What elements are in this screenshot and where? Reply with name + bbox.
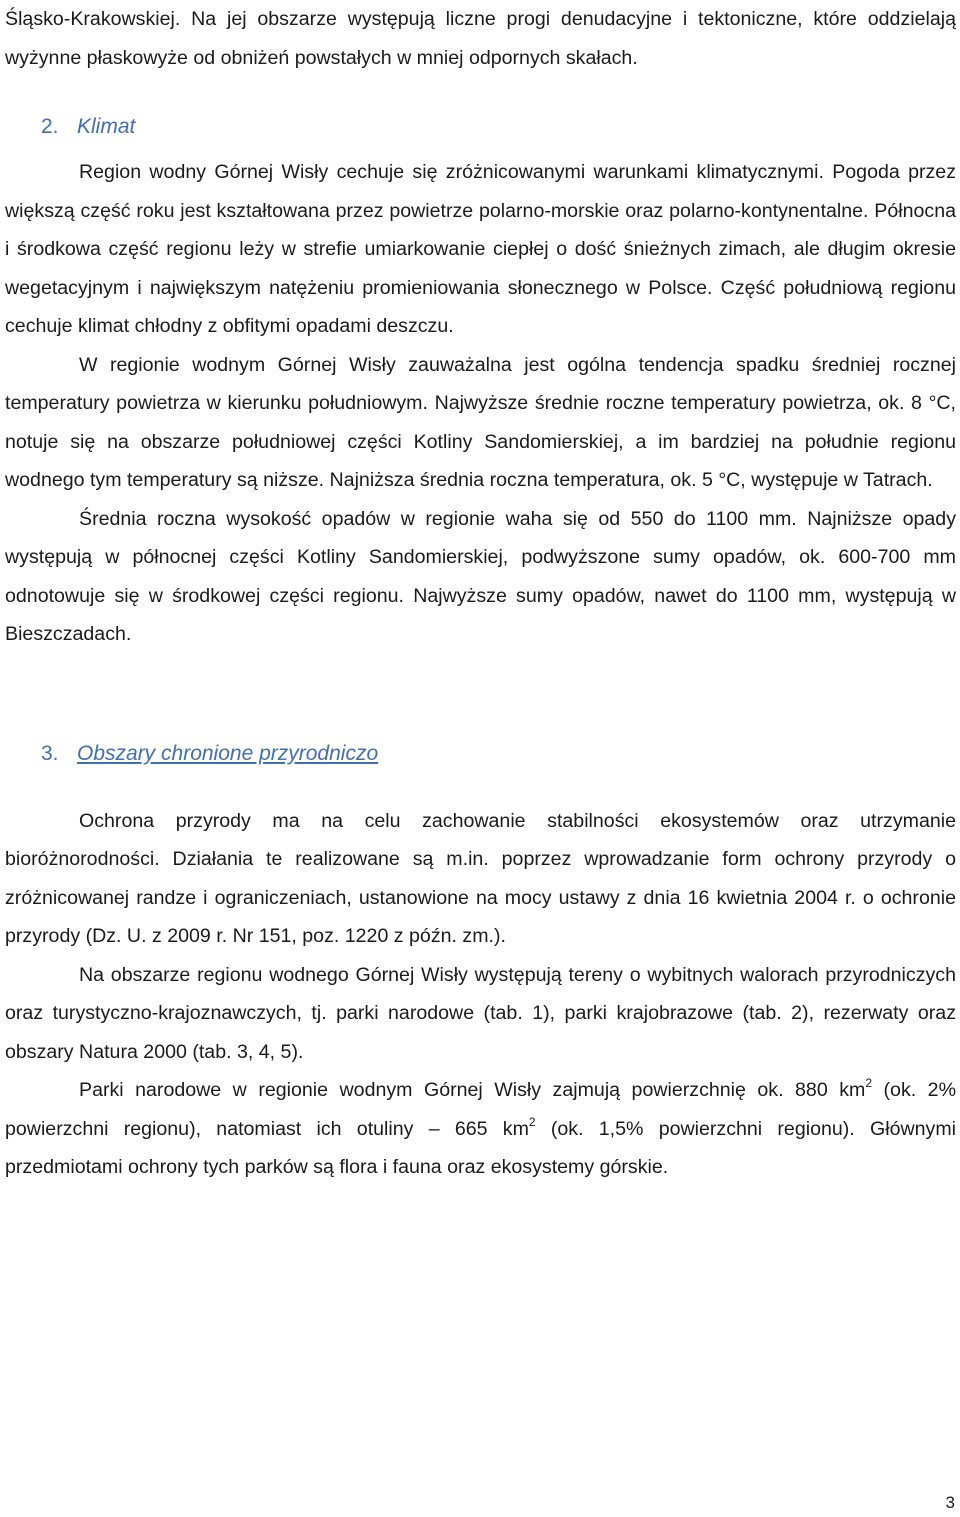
- intro-paragraph: Śląsko-Krakowskiej. Na jej obszarze występują liczne progi denudacyjne i tektoniczne, które oddzielają wyżynne płaskowyże od obniżeń powstałych w mniej odpornych skałach.: [5, 8, 956, 69]
- section-title: Klimat: [77, 115, 136, 138]
- parks-text-part-1: Parki narodowe w regionie wodnym Górnej Wisły zajmują powierzchnię ok. 880 km: [79, 1079, 866, 1101]
- section-heading-climate: [5, 107, 956, 147]
- protected-paragraph-1: Ochrona przyrody ma na celu zachowanie stabilności ekosystemów oraz utrzymanie bioróżnorodności. Działania te realizowane są m.in. poprzez wprowadzanie form ochrony przyrody o zróżnicowanej randze i ograniczeniach, ustanowione na mocy ustawy z dnia 16 kwietnia 2004 r. o ochronie przyrody (Dz. U. z 2009 r. Nr 151, poz. 1220 z późn. zm.).: [5, 809, 956, 947]
- superscript-2: 2: [528, 1114, 536, 1129]
- climate-paragraph-2: W regionie wodnym Górnej Wisły zauważalna jest ogólna tendencja spadku średniej rocznej temperatury powietrza w kierunku południowym. Najwyższe średnie roczne temperatury powietrza, ok. 8 °C, notuje się na obszarze południowej części Kotliny Sandomierskiej, a im bardziej na południe regionu wodnego tym temperatury są niższe. Najniższa średnia roczna temperatura, ok. 5 °C, występuje w Tatrach.: [5, 353, 956, 491]
- climate-paragraph-1: Region wodny Górnej Wisły cechuje się zróżnicowanymi warunkami klimatycznymi. Pogoda przez większą część roku jest kształtowana przez powietrze polarno-morskie oraz polarno-kontynentalne. Północna i środkowa część regionu leży w strefie umiarkowanie ciepłej o dość śnieżnych zimach, ale długim okresie wegetacyjnym i największym natężeniu promieniowania słonecznego w Polsce. Część południową regionu cechuje klimat chłodny z obfitymi opadami deszczu.: [5, 161, 956, 337]
- document-page: [5, 0, 956, 1187]
- protected-paragraph-2: Na obszarze regionu wodnego Górnej Wisły występują tereny o wybitnych walorach przyrodniczych oraz turystyczno-krajoznawczych, tj. parki narodowe (tab. 1), parki krajobrazowe (tab. 2), rezerwaty oraz obszary Natura 2000 (tab. 3, 4, 5).: [5, 963, 956, 1063]
- section-number: 3.: [41, 741, 59, 765]
- spacer: [5, 774, 956, 802]
- section-number: 2.: [41, 115, 59, 138]
- section-heading-protected-areas: [5, 734, 956, 774]
- superscript-2: 2: [865, 1076, 873, 1090]
- spacer: [5, 77, 956, 105]
- national-parks-paragraph: [5, 1071, 956, 1187]
- climate-paragraph-3: Średnia roczna wysokość opadów w regionie waha się od 550 do 1100 mm. Najniższe opady występują w północnej części Kotliny Sandomierskiej, podwyższone sumy opadów, ok. 600-700 mm odnotowuje się w środkowej części regionu. Najwyższe sumy opadów, nawet do 1100 mm, występują w Bieszczadach.: [5, 507, 956, 645]
- section-title: Obszary chronione przyrodniczo: [77, 741, 379, 765]
- parks-text-part-2: (ok. 2% powierzchni regionu), natomiast ich otuliny – 665 km: [5, 1079, 956, 1140]
- page-number: 3: [945, 1493, 955, 1512]
- spacer: [5, 654, 956, 732]
- parks-text-part-3: (ok. 1,5% powierzchni regionu). Głównymi przedmiotami ochrony tych parków są flora i fauna oraz ekosystemy górskie.: [5, 1117, 957, 1178]
